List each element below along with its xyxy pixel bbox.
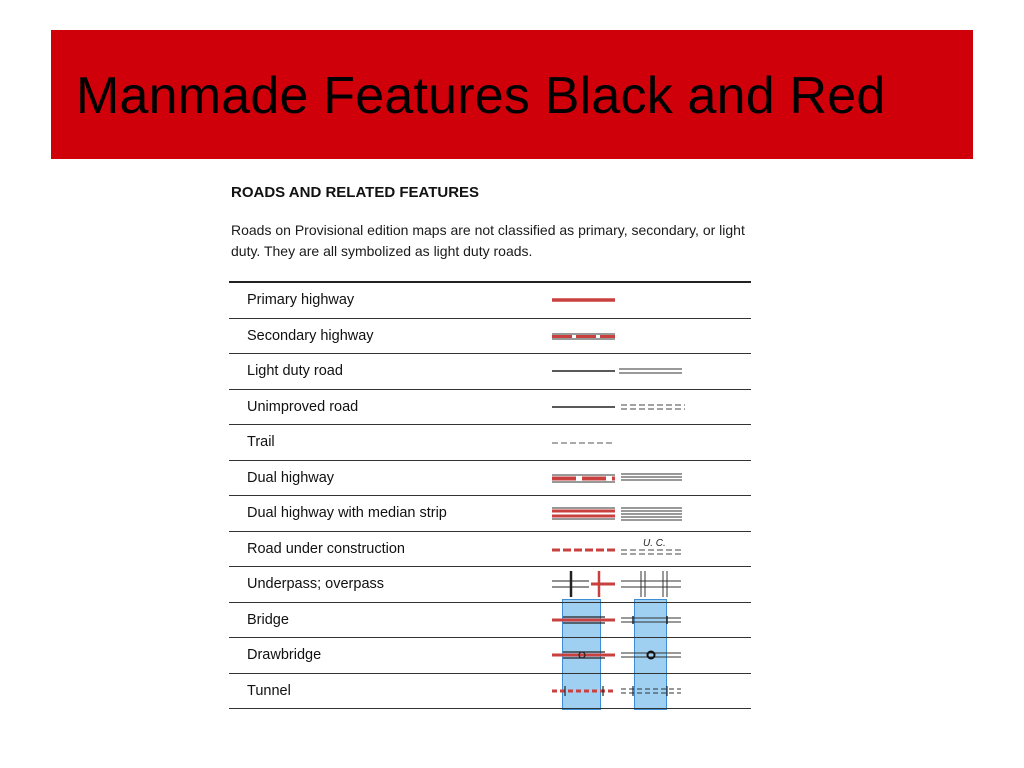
dual-highway-symbol [549, 461, 689, 495]
row-label-unimproved-road: Unimproved road [247, 398, 359, 415]
road-under-construction-symbol [549, 532, 689, 566]
row-label-underpass-overpass: Underpass; overpass [247, 576, 385, 592]
trail-symbol [549, 425, 689, 459]
tunnel-symbol [549, 674, 689, 708]
dual-highway-median-symbol [549, 496, 689, 530]
row-label-dual-highway: Dual highway [247, 469, 335, 486]
legend-row [229, 390, 751, 426]
document-intro: Roads on Provisional edition maps are not classified as primary, secondary, or light duty. They are all symbolized as light duty roads. [231, 222, 745, 259]
row-label-light-duty-road: Light duty road [247, 363, 343, 379]
row-label-bridge: Bridge [247, 611, 289, 628]
legend-row [229, 567, 751, 603]
document-heading: ROADS AND RELATED FEATURES [231, 184, 480, 201]
row-label-secondary-highway: Secondary highway [247, 327, 374, 344]
legend-row [229, 674, 751, 710]
light-duty-road-symbol [549, 354, 689, 388]
row-label-drawbridge: Drawbridge [247, 647, 322, 663]
legend-row [229, 461, 751, 497]
legend-row [229, 319, 751, 355]
unimproved-road-symbol [549, 390, 689, 424]
legend-row [229, 638, 751, 674]
row-label-trail: Trail [247, 434, 275, 450]
legend-row [229, 354, 751, 390]
row-label-dual-highway-median: Dual highway with median strip [247, 505, 447, 521]
bridge-symbol [549, 603, 689, 637]
primary-highway-symbol [549, 283, 689, 317]
title-banner [51, 30, 973, 159]
legend-row [229, 496, 751, 532]
drawbridge-symbol [549, 638, 689, 672]
slide-title: Manmade Features Black and Red [76, 67, 886, 125]
legend-row [229, 283, 751, 319]
legend-row [229, 425, 751, 461]
row-label-primary-highway: Primary highway [247, 292, 355, 308]
construction-note: U. C. [643, 537, 666, 549]
underpass-overpass-symbol [549, 567, 689, 601]
row-label-tunnel: Tunnel [247, 682, 291, 699]
legend-row [229, 532, 751, 568]
row-label-road-under-construction: Road under construction [247, 540, 405, 557]
legend-row [229, 603, 751, 639]
legend-table [229, 281, 751, 709]
secondary-highway-symbol [549, 319, 689, 353]
